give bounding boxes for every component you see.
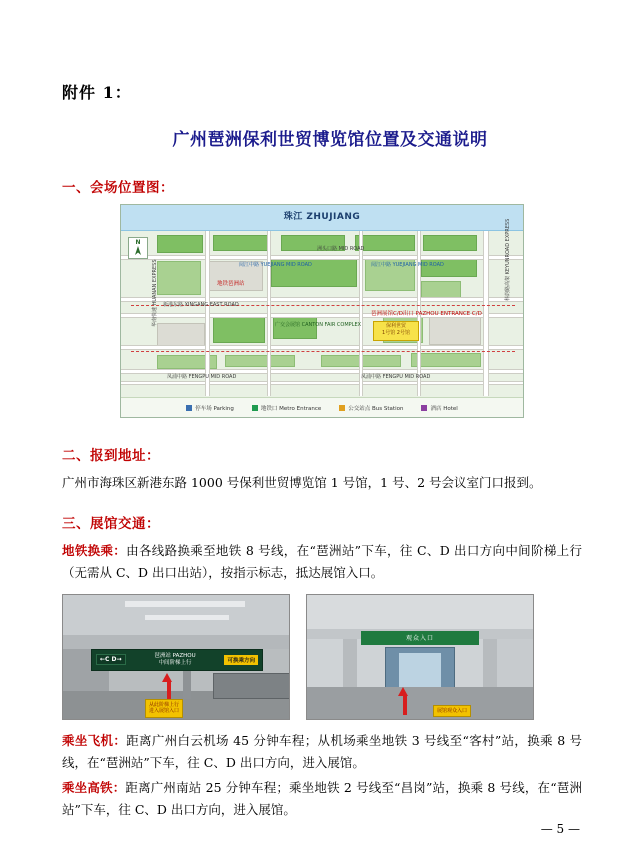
map-block	[157, 261, 201, 295]
legend-label: 停车场 Parking	[195, 405, 234, 412]
road-label: 新港东路 XINGANG EAST ROAD	[163, 302, 239, 308]
photo-ceiling	[307, 595, 533, 629]
photo-floor	[307, 687, 533, 720]
map-block	[157, 323, 205, 347]
transport-item-train-text: 距离广州南站 25 分钟车程；乘坐地铁 2 号线至“昌岗”站，换乘 8 号线，在“琶洲站”下车，往 C、D 出口方向，进入展馆。	[62, 780, 582, 818]
section-heading-registration: 二、报到地址：	[62, 448, 160, 464]
compass-icon	[128, 237, 148, 259]
legend-item-metro	[252, 404, 321, 412]
road-label: 阅江中路 YUEJIANG MID ROAD	[239, 262, 312, 268]
road-strip	[205, 231, 210, 396]
entrance-label: 琶洲展馆C/D出口 PAZHOU ENTRANCE C/D	[371, 311, 482, 317]
river-label: 珠江 ZHUJIANG	[283, 212, 361, 222]
transport-item-plane-label: 乘坐飞机：	[62, 732, 127, 748]
metro-icon	[252, 405, 258, 411]
page-number: — 5 —	[540, 822, 580, 836]
legend-item-bus	[339, 404, 403, 412]
photo-callout-label: 展馆观众入口	[433, 705, 471, 718]
map-legend	[121, 397, 523, 417]
metro-direction-sign	[91, 649, 263, 671]
transport-item-metro	[62, 540, 582, 584]
photo-light	[125, 601, 245, 607]
map-block	[213, 235, 271, 251]
transport-item-train	[62, 777, 582, 821]
parking-icon	[186, 405, 192, 411]
entrance-sign: 观众入口	[361, 631, 479, 645]
photo-door-light	[399, 653, 441, 687]
legend-label: 公交站点 Bus Station	[348, 405, 404, 412]
sign-transfer-label: 可换乘方向	[224, 655, 258, 665]
map-block	[213, 317, 265, 343]
red-arrow-icon	[162, 673, 172, 682]
section-heading-transport: 三、展馆交通：	[62, 515, 160, 532]
hotel-icon	[421, 405, 427, 411]
road-label: 凤浦中路 FENGPU MID ROAD	[361, 374, 431, 380]
section-heading-venue-map: 一、会场位置图：	[62, 180, 174, 196]
map-block	[157, 235, 203, 253]
red-arrow-icon	[398, 687, 408, 696]
map-block	[225, 355, 295, 367]
transport-item-plane-text: 距离广州白云机场 45 分钟车程；从机场乘坐地铁 3 号线至“客村”站，换乘 8 号线，在“琶洲站”下车，往 C、D 出口方向，进入展馆。	[62, 732, 582, 770]
road-strip	[483, 231, 489, 396]
road-strip	[267, 231, 271, 396]
highlight-line	[131, 351, 515, 352]
road-strip	[121, 381, 523, 385]
legend-label: 酒店 Hotel	[430, 405, 458, 412]
photo-fare-gates	[213, 673, 290, 699]
road-strip	[359, 231, 363, 396]
sign-mid-label: 琶洲站 PAZHOU 中间阶梯上行	[154, 653, 196, 666]
photo-right-wall	[497, 639, 534, 691]
transport-item-metro-label: 地铁换乘：	[62, 542, 127, 558]
photo-pillar	[483, 639, 497, 691]
road-strip	[121, 345, 523, 350]
road-strip	[121, 255, 523, 260]
legend-item-hotel	[421, 404, 457, 412]
metro-station-label: 地铁琶洲站	[217, 281, 245, 287]
venue-block-label: 保利世贸 1号馆 2号馆	[373, 321, 419, 341]
transport-item-train-label: 乘坐高铁：	[62, 780, 126, 796]
venue-location-map	[120, 204, 524, 418]
photo-light	[145, 615, 229, 620]
sign-exit-cd-label: ←C D→	[96, 654, 126, 665]
road-label: 阅江中路 YUEJIANG MID ROAD	[371, 262, 444, 268]
transport-item-plane	[62, 730, 582, 774]
road-label: 华南快速 HUANAN EXPRESS	[152, 259, 158, 327]
compass-north-label: N	[135, 239, 141, 246]
map-block	[429, 315, 481, 345]
bus-icon	[339, 405, 345, 411]
road-label: 科韵路高架 KEYUNROAD EXPRESS	[505, 218, 511, 301]
attachment-label: 附件 1：	[62, 83, 132, 102]
transport-item-metro-text: 由各线路换乘至地铁 8 号线，在“琶洲站”下车，往 C、D 出口方向中间阶梯上行（无需从 C、D 出口出站），按指示标志，抵达展馆入口。	[62, 542, 582, 580]
exhibition-entrance-photo	[306, 594, 534, 720]
photo-callout-label: 从此阶梯上行 进入展馆入口	[145, 699, 183, 718]
map-block	[423, 235, 477, 251]
map-block	[411, 353, 481, 367]
complex-label: 广交会展馆 CANTON FAIR COMPLEX	[275, 322, 362, 328]
road-label: 洲头口路 MID ROAD	[317, 246, 365, 252]
photo-row	[62, 594, 582, 720]
metro-corridor-photo	[62, 594, 290, 720]
road-label: 凤浦中路 FENGPU MID ROAD	[167, 374, 237, 380]
red-arrow-stem	[403, 695, 407, 715]
photo-pillar	[343, 639, 357, 691]
photo-ceiling-band	[63, 635, 289, 649]
page-title: 广州琶洲保利世贸博览馆位置及交通说明	[172, 130, 488, 150]
legend-item-parking	[186, 404, 234, 412]
registration-address-text: 广州市海珠区新港东路 1000 号保利世贸博览馆 1 号馆，1 号、2 号会议室门口报到。	[62, 475, 542, 490]
legend-label: 地铁口 Metro Entrance	[260, 405, 322, 412]
